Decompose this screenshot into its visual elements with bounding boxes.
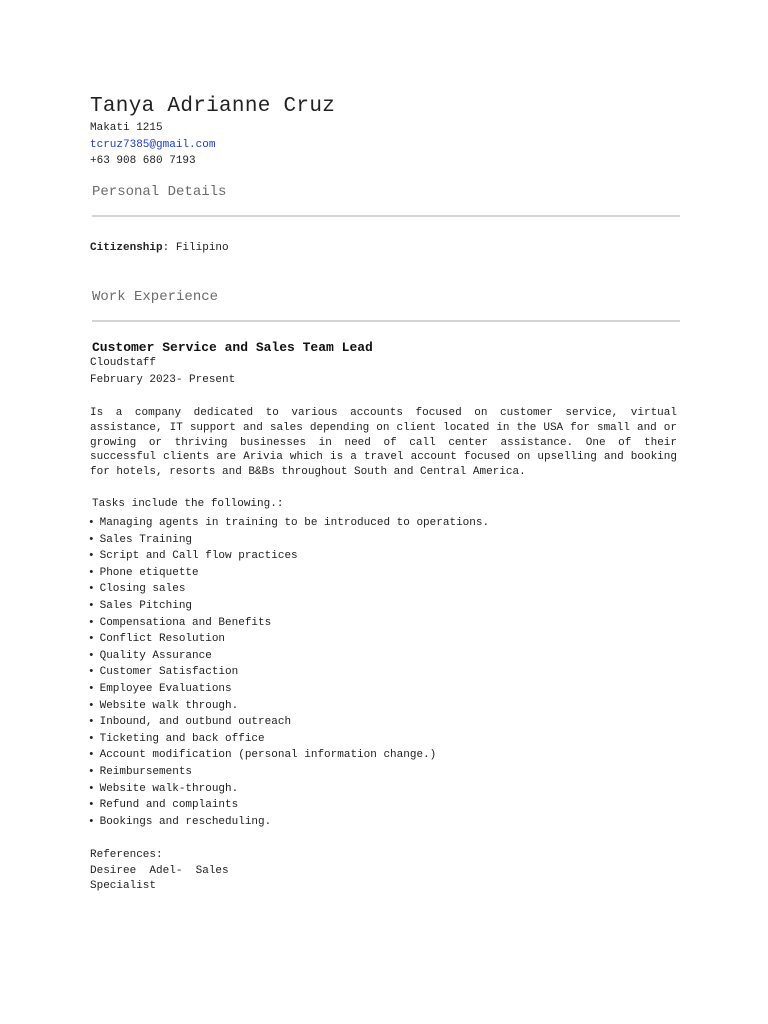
task-text: Quality Assurance [99,649,212,662]
company-name: Cloudstaff [90,357,157,369]
reference-role: Specialist [90,880,157,892]
task-list-item [88,747,489,764]
bullet-icon: • [88,815,95,828]
task-list-item [88,565,489,582]
candidate-name: Tanya Adrianne Cruz [90,95,336,118]
task-text: Employee Evaluations [99,682,232,695]
task-list-item [88,615,489,632]
company-description: Is a company dedicated to various accounts focused on customer service, virtual assistance, IT support and sales depending on client located in the USA for small and or growing or thriving businesses in need of call center assistance. One of their successful clients are Arivia which is a travel account focused on upselling and booking for hotels, resorts and B&Bs throughout South and Central America. [90,407,677,479]
bullet-icon: • [88,716,95,729]
bullet-icon: • [88,682,95,695]
job-title: Customer Service and Sales Team Lead [92,340,373,355]
bullet-icon: • [88,732,95,745]
task-list-item [88,581,489,598]
bullet-icon: • [88,765,95,778]
bullet-icon: • [88,649,95,662]
task-list-item [88,681,489,698]
task-list-item [88,731,489,748]
bullet-icon: • [88,699,95,712]
section-title-personal-details: Personal Details [92,184,227,200]
task-text: Script and Call flow practices [99,550,298,563]
task-text: Bookings and rescheduling. [99,815,272,828]
task-text: Ticketing and back office [99,732,265,745]
task-text: Website walk through. [99,699,239,712]
job-dates: February 2023- Present [90,374,236,386]
task-text: Closing sales [99,583,186,596]
section-divider [92,215,680,217]
task-list-item [88,631,489,648]
reference-name: Desiree Adel- Sales [90,865,229,877]
citizenship-row [90,242,229,254]
task-list-item [88,532,489,549]
tasks-intro: Tasks include the following.: [92,498,284,510]
bullet-icon: • [88,533,95,546]
task-list-item [88,698,489,715]
task-text: Conflict Resolution [99,633,226,646]
phone-number: +63 908 680 7193 [90,155,196,167]
citizenship-label: Citizenship [90,242,163,254]
task-list [88,515,489,830]
bullet-icon: • [88,566,95,579]
bullet-icon: • [88,666,95,679]
bullet-icon: • [88,633,95,646]
task-text: Website walk-through. [99,782,239,795]
bullet-icon: • [88,782,95,795]
task-list-item [88,515,489,532]
task-text: Sales Pitching [99,599,193,612]
task-list-item [88,764,489,781]
task-list-item [88,664,489,681]
task-list-item [88,598,489,615]
task-list-item [88,781,489,798]
references-label: References: [90,849,163,861]
task-text: Managing agents in training to be introduced to operations. [99,517,490,529]
task-text: Compensationa and Benefits [99,616,272,629]
task-list-item [88,648,489,665]
bullet-icon: • [88,583,95,596]
task-text: Phone etiquette [99,566,199,579]
task-list-item [88,714,489,731]
bullet-icon: • [88,517,95,529]
task-text: Reimbursements [99,765,193,778]
address: Makati 1215 [90,122,163,134]
task-list-item [88,548,489,565]
task-list-item [88,814,489,831]
bullet-icon: • [88,799,95,812]
task-text: Refund and complaints [99,799,239,812]
task-text: Inbound, and outbund outreach [99,716,292,729]
bullet-icon: • [88,550,95,563]
task-text: Sales Training [99,533,193,546]
citizenship-value: : Filipino [162,242,229,254]
section-title-work-experience: Work Experience [92,289,219,305]
email-link[interactable]: tcruz7385@gmail.com [90,139,216,151]
task-list-item [88,797,489,814]
task-text: Account modification (personal information change.) [99,749,437,762]
bullet-icon: • [88,749,95,762]
task-text: Customer Satisfaction [99,666,239,679]
bullet-icon: • [88,616,95,629]
bullet-icon: • [88,599,95,612]
section-divider [92,320,680,322]
